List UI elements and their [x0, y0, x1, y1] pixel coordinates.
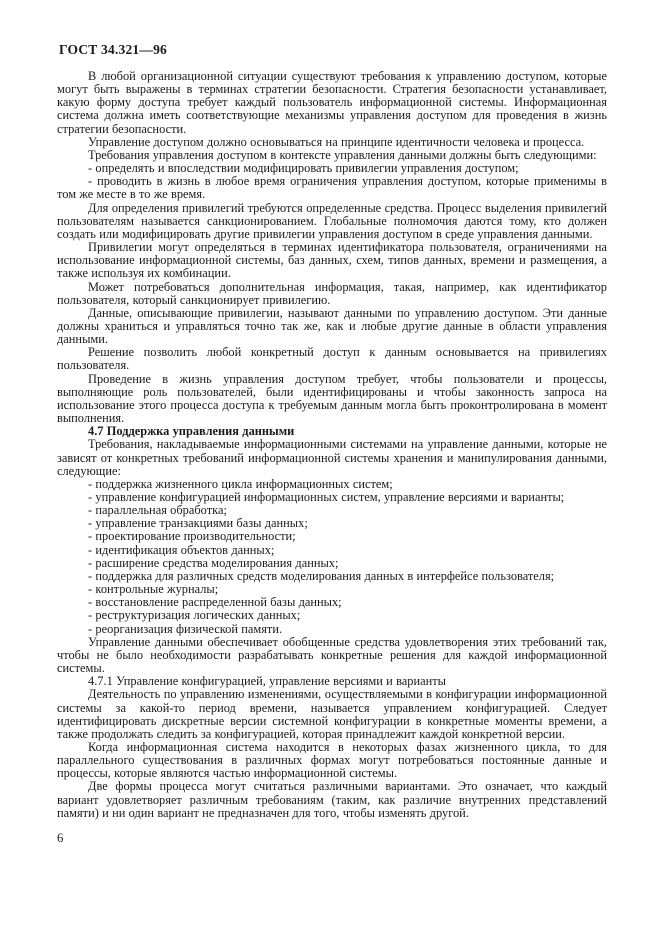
- paragraph: Данные, описывающие привилегии, называют данными по управлению доступом. Эти данные должны храниться и управляться точно так же, как и любые другие данные в области управления данными.: [57, 305, 607, 347]
- list-item: - управление транзакциями базы данных;: [88, 516, 308, 531]
- subsection-heading-4-7-1: 4.7.1 Управление конфигурацией, управление версиями и варианты: [88, 674, 446, 689]
- paragraph: Требования управления доступом в контексте управления данными должны быть следующими:: [88, 147, 597, 162]
- document-gost-number: ГОСТ 34.321—96: [59, 42, 167, 57]
- paragraph: Может потребоваться дополнительная информация, такая, например, как идентификатор пользователя, который санкционирует привилегию.: [57, 279, 607, 307]
- paragraph: Решение позволить любой конкретный доступ к данным основывается на привилегиях пользователя.: [57, 345, 607, 373]
- list-item: - проводить в жизнь в любое время ограничения управления доступом, которые применимы в том же месте в то же время.: [57, 174, 607, 202]
- list-item: - параллельная обработка;: [88, 503, 227, 518]
- paragraph: Управление данными обеспечивает обобщенные средства удовлетворения этих требований так, чтобы не было необходимости разрабатывать конкретные решения для каждой информационной системы.: [57, 634, 607, 676]
- list-item: - реструктуризация логических данных;: [88, 608, 301, 623]
- paragraph: В любой организационной ситуации существуют требования к управлению доступом, которые могут быть выражены в терминах стратегии безопасности. Стратегия безопасности устанавливает, какую форму доступа требует каждый пользователь информационной системы. Информационная система должна иметь соответствующие механизмы управления доступом для проведения в жизнь стратегии безопасности.: [57, 69, 607, 136]
- list-item: - реорганизация физической памяти.: [88, 621, 283, 636]
- list-item: - восстановление распределенной базы данных;: [88, 595, 342, 610]
- paragraph: Привилегии могут определяться в терминах идентификатора пользователя, ограничениями на использование информационной системы, баз данных, схем, типов данных, времени и размещения, а также используя их комбинации.: [57, 240, 607, 281]
- paragraph: Проведение в жизнь управления доступом требует, чтобы пользователи и процессы, выполняющие роль пользователей, были идентифицированы и чтобы законность запроса на использование этого процесса доступа к требуемым данным могла быть проконтролирована в момент выполнения.: [57, 371, 607, 426]
- list-item: - расширение средства моделирования данных;: [88, 555, 339, 570]
- page-number: 6: [57, 830, 64, 845]
- list-item: - поддержка для различных средств моделирования данных в интерфейсе пользователя;: [88, 568, 555, 583]
- list-item: - идентификация объектов данных;: [88, 542, 275, 557]
- paragraph: Для определения привилегий требуются определенные средства. Процесс выделения привилегий пользователям называется санкционированием. Глобальные полномочия даются тому, кто должен создать или модифицировать другие привилегии управления доступом в среде управления данными.: [57, 200, 607, 241]
- list-item: - контрольные журналы;: [88, 582, 219, 597]
- paragraph: Управление доступом должно основываться на принципе идентичности человека и процесса.: [88, 134, 585, 149]
- list-item: - поддержка жизненного цикла информационных систем;: [88, 476, 393, 491]
- paragraph: Требования, накладываемые информационными системами на управление данными, которые не зависят от конкретных требований информационной системы хранения и манипулирования данными, следующие:: [57, 437, 607, 478]
- list-item: - управление конфигурацией информационных систем, управление версиями и варианты;: [88, 490, 565, 504]
- list-item: - определять и впоследствии модифицировать привилегии управления доступом;: [88, 161, 519, 176]
- section-heading-4-7: 4.7 Поддержка управления данными: [88, 424, 295, 439]
- paragraph: Деятельность по управлению изменениями, осуществляемыми в конфигурации информационной системы за какой-то период времени, называется управлением конфигурацией. Следует идентифицировать дискретные версии системной конфигурации в конкретные моменты времени, а также продолжать следить за конфигурацией, которая принадлежит каждой конкретной версии.: [57, 687, 607, 741]
- list-item: - проектирование производительности;: [88, 529, 296, 544]
- paragraph: Две формы процесса могут считаться различными вариантами. Это означает, что каждый вариант удовлетворяет различным требованиям (таким, как различие внутренних представлений памяти) и ни один вариант не предназначен для того, чтобы изменять другой.: [57, 779, 607, 820]
- document-body: [57, 70, 607, 845]
- paragraph: Когда информационная система находится в некоторых фазах жизненного цикла, то для параллельного существования в различных формах могут потребоваться постоянные данные и процессы, которые являются частью информационной системы.: [57, 739, 607, 781]
